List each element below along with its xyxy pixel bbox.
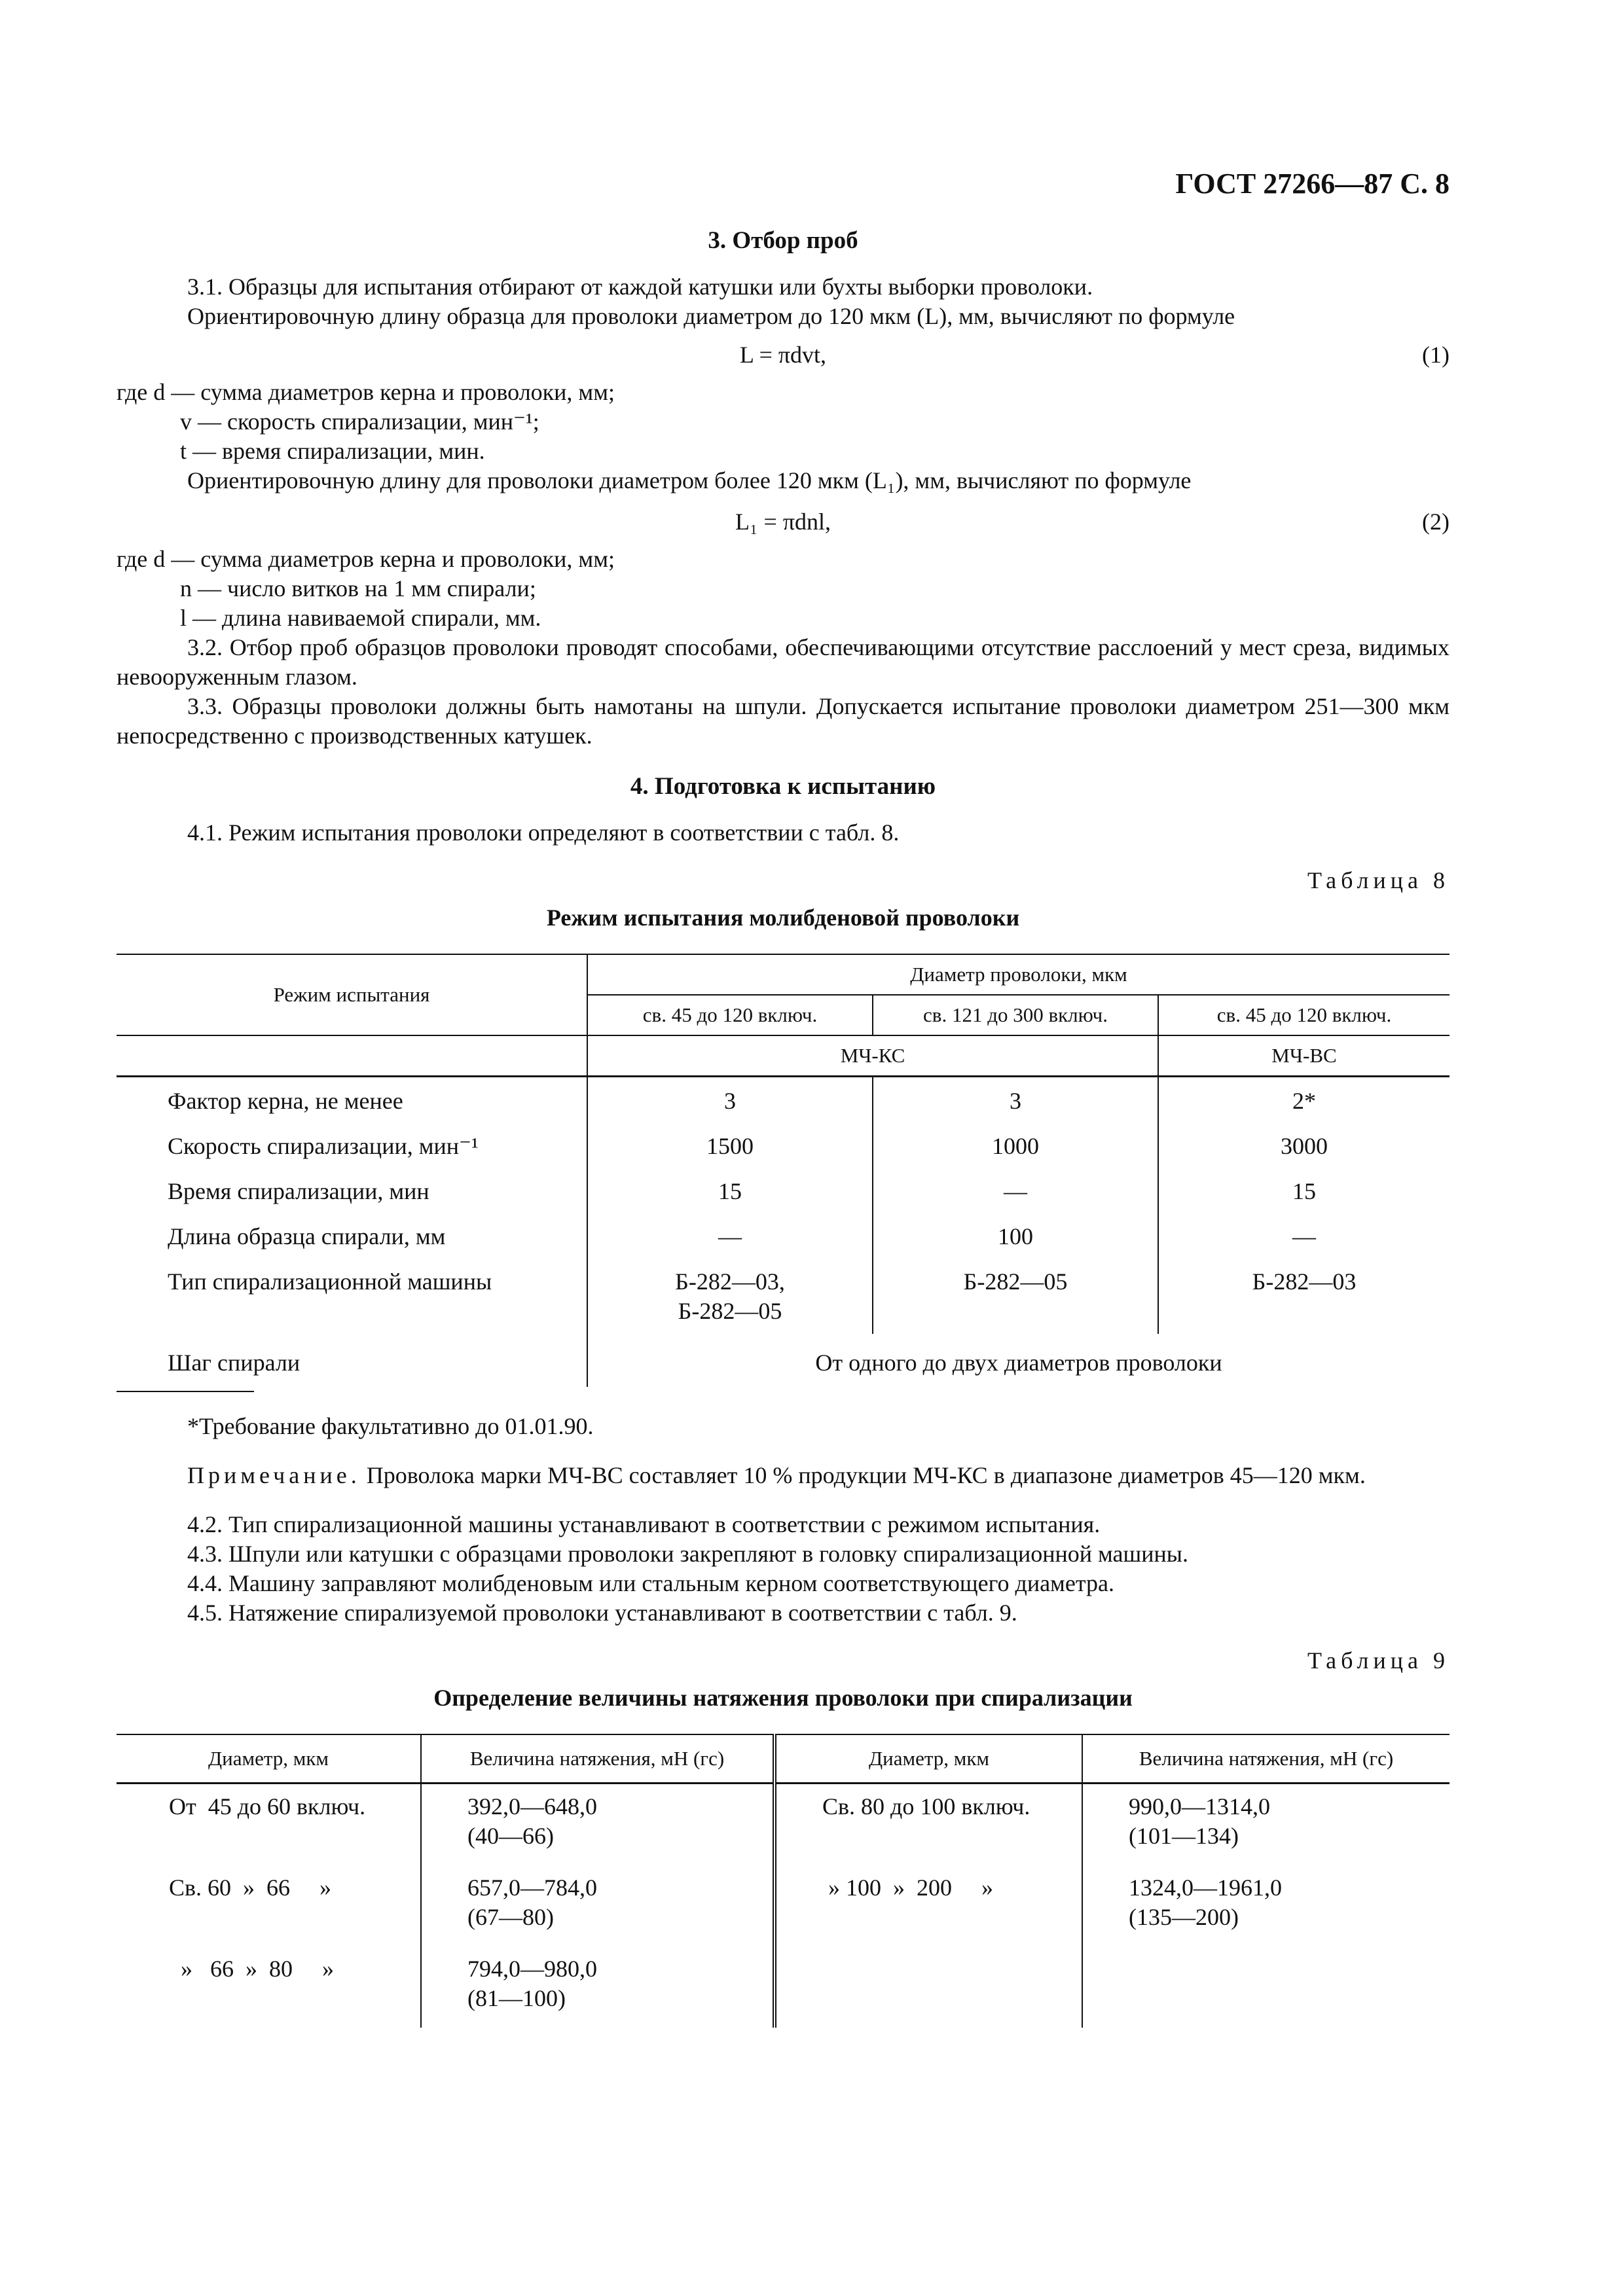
table-8-cell: 1000 [873, 1124, 1158, 1169]
note [117, 1461, 1450, 1490]
table-9-tension-gs: (101—134) [1129, 1823, 1239, 1849]
formula-1 [117, 340, 1450, 370]
paragraph-4-1: 4.1. Режим испытания проволоки определяют в соответствии с табл. 8. [187, 819, 900, 846]
section-3-title: 3. Отбор проб [708, 227, 858, 254]
note-text: Проволока марки МЧ-ВС составляет 10 % продукции МЧ-КС в диапазоне диаметров 45—120 мкм. [366, 1462, 1366, 1488]
table-9-tension-mn: 794,0—980,0 [467, 1956, 597, 1982]
table-9-header-diameter-1: Диаметр, мкм [117, 1734, 421, 1784]
table-9-header-tension-2: Величина натяжения, мН (гс) [1082, 1734, 1450, 1784]
table-8-row-label: Тип спирализационной машины [168, 1268, 492, 1295]
table-8-cell: 1500 [587, 1124, 873, 1169]
table-row [117, 1865, 1450, 1946]
table-9-tension-gs: (67—80) [467, 1904, 554, 1930]
table-row [117, 1334, 1450, 1387]
table-8-cell-step: От одного до двух диаметров проволоки [587, 1334, 1450, 1387]
table-9-title: Определение величины натяжения проволоки при спирализации [433, 1685, 1133, 1711]
table-8-row-label: Время спирализации, мин [168, 1178, 429, 1204]
table-8-cell: 3000 [1158, 1124, 1450, 1169]
table-8-cell: — [873, 1169, 1158, 1214]
table-9-tension-mn: 1324,0—1961,0 [1129, 1874, 1282, 1901]
table-8-subheader-1: св. 45 до 120 включ. [587, 995, 873, 1035]
paragraph-length-1: Ориентировочную длину образца для проволоки диаметром до 120 мкм (L), мм, вычисляют по формуле [187, 303, 1235, 329]
paragraph-4-2: 4.2. Тип спирализационной машины устанавливают в соответствии с режимом испытания. [187, 1511, 1101, 1537]
formula-1-expression: L = πdvt, [739, 342, 827, 368]
table-9-tension-mn: 657,0—784,0 [467, 1874, 597, 1901]
table-8-row-label: Скорость спирализации, мин⁻¹ [168, 1133, 479, 1159]
table-9-tension-gs: (40—66) [467, 1823, 554, 1849]
table-8-subheader-3: св. 45 до 120 включ. [1158, 995, 1450, 1035]
table-9-tension [421, 1946, 775, 2028]
table-9-diameter: Св. 80 до 100 включ. [775, 1784, 1082, 1866]
table-8-cell: 2* [1158, 1077, 1450, 1124]
table-9-header-tension-1: Величина натяжения, мН (гс) [421, 1734, 775, 1784]
table-row [117, 1946, 1450, 2028]
table-8-row-label: Шаг спирали [168, 1350, 301, 1376]
table-8-header-mode: Режим испытания [117, 954, 587, 1035]
table-8-header-diameter: Диаметр проволоки, мкм [587, 954, 1450, 995]
table-row [117, 1784, 1450, 1866]
table-8-footnote: *Требование факультативно до 01.01.90. [187, 1413, 594, 1439]
legend-1-line-1: где d — сумма диаметров керна и проволоки, мм; [117, 379, 615, 405]
table-8-cell: Б-282—03 [1158, 1259, 1450, 1334]
table-9 [117, 1734, 1450, 2028]
table-row [117, 1124, 1450, 1169]
table-row [117, 1169, 1450, 1214]
paragraph-4-3: 4.3. Шпули или катушки с образцами проволоки закрепляют в головку спирализационной машины. [187, 1541, 1188, 1567]
table-8-title: Режим испытания молибденовой проволоки [546, 905, 1020, 931]
legend-1-line-3: t — время спирализации, мин. [180, 438, 485, 464]
formula-1-number: (1) [1422, 342, 1450, 368]
table-9-tension [1082, 1784, 1450, 1866]
table-8-cell: 15 [1158, 1169, 1450, 1214]
table-8-header-empty [117, 1035, 587, 1077]
table-8-cell-line-2: Б-282—05 [678, 1298, 782, 1324]
table-row [117, 1259, 1450, 1334]
legend-2-line-2: n — число витков на 1 мм спирали; [180, 575, 536, 601]
table-9-diameter: От 45 до 60 включ. [169, 1793, 366, 1820]
table-8-cell: Б-282—05 [873, 1259, 1158, 1334]
table-8-cell: 3 [873, 1077, 1158, 1124]
legend-2-line-3: l — длина навиваемой спирали, мм. [180, 605, 541, 631]
table-8-cell: 3 [587, 1077, 873, 1124]
page-header: ГОСТ 27266—87 С. 8 [1175, 168, 1450, 200]
table-8-cell [587, 1259, 873, 1334]
table-9-tension [421, 1784, 775, 1866]
paragraph-3-2: 3.2. Отбор проб образцов проволоки проводят способами, обеспечивающими отсутствие расслоений у мест среза, видимых невооруженным глазом. [117, 634, 1450, 690]
table-9-diameter: Св. 60 » 66 » [169, 1874, 332, 1901]
table-9-tension [421, 1865, 775, 1946]
note-label: Примечание. [187, 1462, 361, 1488]
legend-2-line-1: где d — сумма диаметров керна и проволоки, мм; [117, 546, 615, 572]
table-9-tension-mn: 990,0—1314,0 [1129, 1793, 1270, 1820]
table-8-cell: — [587, 1214, 873, 1259]
paragraph-3-1: 3.1. Образцы для испытания отбирают от каждой катушки или бухты выборки проволоки. [187, 274, 1093, 300]
table-8-row-label: Длина образца спирали, мм [168, 1223, 446, 1249]
table-9-tension [1082, 1946, 1450, 2028]
table-8-subheader-2: св. 121 до 300 включ. [873, 995, 1158, 1035]
table-9-caption: Таблица 9 [1307, 1647, 1450, 1674]
paragraph-4-5: 4.5. Натяжение спирализуемой проволоки устанавливают в соответствии с табл. 9. [187, 1600, 1017, 1626]
formula-2 [117, 507, 1450, 537]
table-9-tension [1082, 1865, 1450, 1946]
table-9-diameter: » 66 » 80 » [169, 1956, 334, 1982]
table-8-cell: 15 [587, 1169, 873, 1214]
formula-2-expression: L₁ = πdnl, [735, 509, 831, 535]
table-9-diameter: » 100 » 200 » [775, 1865, 1082, 1946]
formula-2-number: (2) [1422, 509, 1450, 535]
table-8 [117, 954, 1450, 1387]
table-8-grade-bc: МЧ-ВС [1158, 1035, 1450, 1077]
spacer [117, 1490, 1450, 1510]
table-8-row-label: Фактор керна, не менее [168, 1088, 403, 1114]
table-8-cell-line-1: Б-282—03, [675, 1268, 785, 1295]
section-4-title: 4. Подготовка к испытанию [630, 773, 936, 800]
paragraph-3-3: 3.3. Образцы проволоки должны быть намотаны на шпули. Допускается испытание проволоки диаметром 251—300 мкм непосредственно с производственных катушек. [117, 693, 1450, 749]
table-9-tension-mn: 392,0—648,0 [467, 1793, 597, 1820]
table-9-diameter [775, 1946, 1082, 2028]
table-8-cell: — [1158, 1214, 1450, 1259]
table-row [117, 1077, 1450, 1124]
table-row [117, 1214, 1450, 1259]
legend-1-line-2: v — скорость спирализации, мин⁻¹; [180, 408, 539, 435]
table-8-grade-kc: МЧ-КС [587, 1035, 1158, 1077]
paragraph-length-2: Ориентировочную длину для проволоки диаметром более 120 мкм (L₁), мм, вычисляют по формуле [187, 467, 1192, 493]
table-8-cell: 100 [873, 1214, 1158, 1259]
table-8-caption: Таблица 8 [1307, 867, 1450, 893]
paragraph-4-4: 4.4. Машину заправляют молибденовым или стальным керном соответствующего диаметра. [187, 1570, 1114, 1596]
table-9-tension-gs: (81—100) [467, 1985, 566, 2011]
table-9-tension-gs: (135—200) [1129, 1904, 1239, 1930]
table-9-header-diameter-2: Диаметр, мкм [775, 1734, 1082, 1784]
footnote-divider [117, 1391, 254, 1392]
